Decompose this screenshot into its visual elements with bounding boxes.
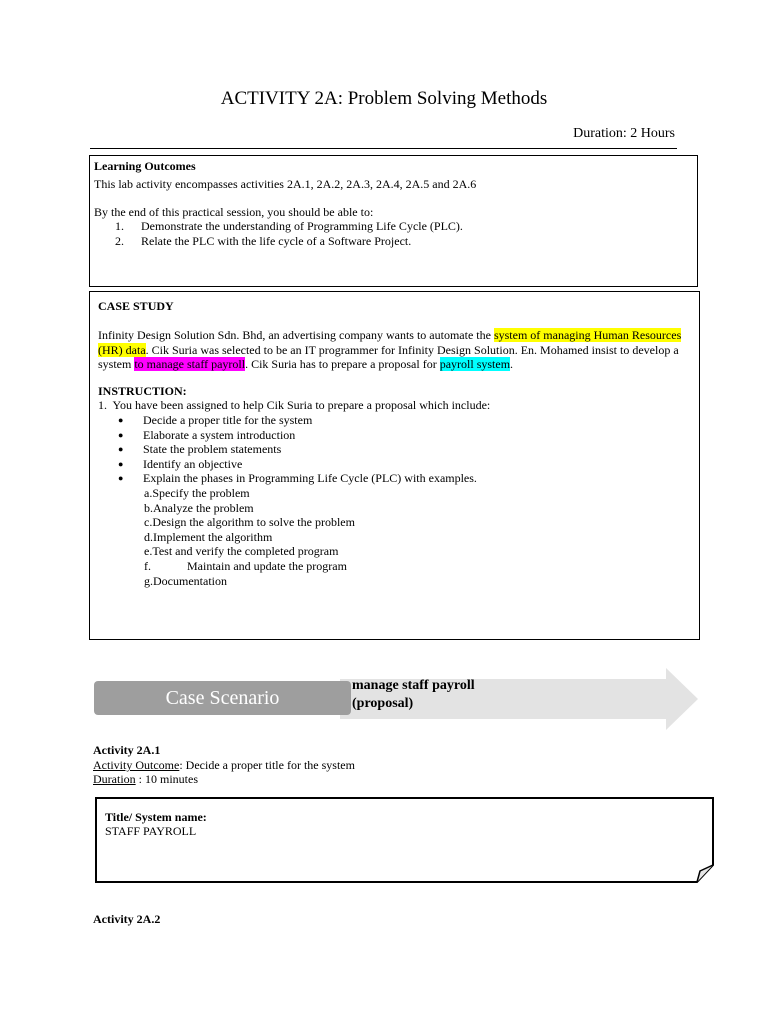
duration-label: Duration: 2 Hours: [573, 126, 675, 141]
list-item: ● Identify an objective: [118, 456, 243, 471]
learning-outcomes-box: [89, 155, 698, 287]
activity-2a1-outcome: Activity Outcome: Decide a proper title for the system: [93, 758, 355, 772]
list-item: a.Specify the problem: [144, 486, 250, 500]
case-study-paragraph: Infinity Design Solution Sdn. Bhd, an advertising company wants to automate the system of managing Human Resources (HR) data. Cik Suria was selected to be an IT programmer for Infinity Design Solution. En. Mohamed insist to develop a system to manage staff payroll. Cik Suria has to prepare a proposal for payroll system.: [98, 328, 682, 372]
duration-rule: [90, 148, 677, 149]
list-item: 1. Demonstrate the understanding of Programming Life Cycle (PLC).: [115, 219, 463, 233]
case-study-heading: CASE STUDY: [98, 299, 174, 313]
case-scenario-label: Case Scenario: [94, 681, 351, 715]
list-item: g.Documentation: [144, 573, 227, 588]
list-item: ● Explain the phases in Programming Life Cycle (PLC) with examples.: [118, 471, 477, 486]
system-title-box: [95, 797, 715, 883]
case-study-box: [89, 291, 700, 640]
list-item: b.Analyze the problem: [144, 500, 254, 515]
list-item: ● Decide a proper title for the system: [118, 413, 313, 427]
bullet-icon: ●: [118, 429, 124, 440]
list-item: ● Elaborate a system introduction: [118, 427, 296, 442]
learning-outcomes-intro: This lab activity encompasses activities 2A.1, 2A.2, 2A.3, 2A.4, 2A.5 and 2A.6: [94, 177, 477, 191]
highlight-hr-system: system of managing Human Resources (HR) data: [98, 328, 682, 357]
list-item: 2. Relate the PLC with the life cycle of a Software Project.: [115, 233, 412, 248]
system-title-value: STAFF PAYROLL: [105, 824, 197, 838]
bullet-icon: ●: [118, 458, 124, 469]
highlight-staff-payroll: to manage staff payroll: [134, 357, 246, 372]
activity-2a1-duration: Duration : 10 minutes: [93, 772, 198, 786]
instruction-bullets: [98, 413, 688, 486]
list-item: d.Implement the algorithm: [144, 529, 273, 544]
bullet-icon: ●: [118, 473, 124, 484]
learning-outcomes-heading: Learning Outcomes: [94, 159, 196, 173]
list-item: c.Design the algorithm to solve the problem: [144, 515, 355, 530]
highlight-payroll-system: payroll system: [439, 357, 511, 372]
page-title: ACTIVITY 2A: Problem Solving Methods: [220, 88, 548, 109]
learning-outcomes-lead: By the end of this practical session, you should be able to:: [94, 205, 374, 219]
list-item: f. Maintain and update the program: [144, 558, 347, 573]
system-title-label: Title/ System name:: [105, 810, 207, 824]
activity-2a1-heading: Activity 2A.1: [93, 743, 161, 757]
banner-text: manage staff payroll (proposal): [352, 678, 475, 711]
list-item: ● State the problem statements: [118, 442, 282, 457]
plc-phases-list: [98, 486, 688, 588]
instruction-heading: INSTRUCTION:: [98, 384, 187, 398]
bullet-icon: ●: [118, 415, 124, 425]
activity-2a2-heading: Activity 2A.2: [93, 912, 161, 926]
instruction-text: 1. You have been assigned to help Cik Suria to prepare a proposal which include:: [98, 398, 491, 412]
list-item: e.Test and verify the completed program: [144, 544, 339, 559]
learning-outcomes-list: [94, 219, 684, 248]
bullet-icon: ●: [118, 444, 124, 455]
